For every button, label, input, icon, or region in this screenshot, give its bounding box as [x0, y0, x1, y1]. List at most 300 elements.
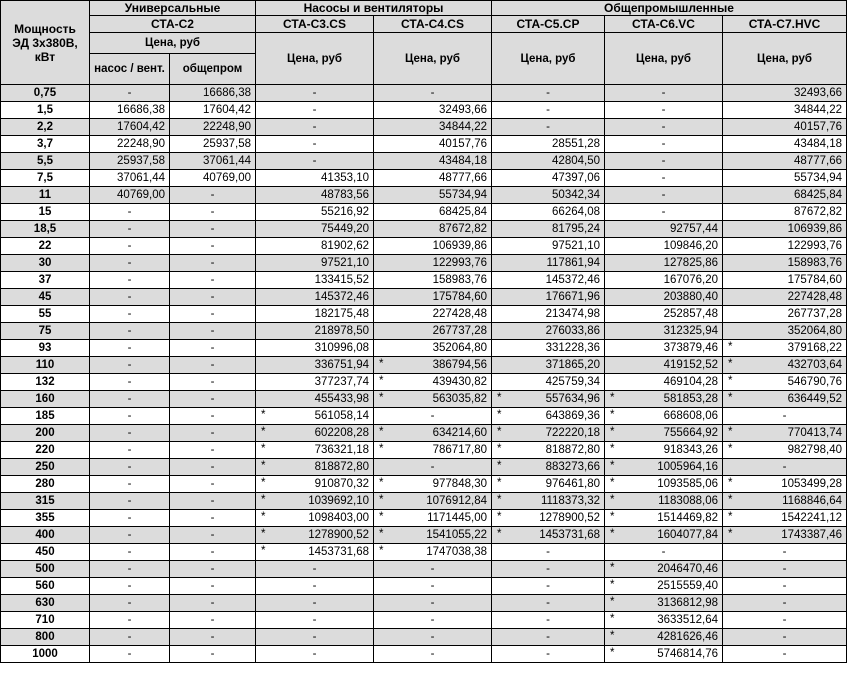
price-cell: [723, 510, 847, 527]
price-value: 4281626,46: [657, 630, 718, 643]
empty-cell: -: [256, 578, 374, 595]
power-cell: 22: [1, 238, 90, 255]
price-cell: [492, 476, 605, 493]
asterisk-mark: *: [261, 426, 266, 438]
price-cell: [723, 425, 847, 442]
price-cell: 87672,82: [723, 204, 847, 221]
empty-cell: -: [170, 476, 256, 493]
price-cell: [256, 510, 374, 527]
price-cell: 43484,18: [374, 153, 492, 170]
price-value: 910870,32: [314, 477, 369, 490]
asterisk-mark: *: [497, 443, 502, 455]
price-value: 770413,74: [787, 426, 842, 439]
price-value: 918343,26: [663, 443, 718, 456]
asterisk-mark: *: [728, 392, 733, 404]
price-value: 1278900,52: [308, 528, 369, 541]
price-cell: 377237,74: [256, 374, 374, 391]
empty-cell: -: [90, 510, 170, 527]
price-cell: 213474,98: [492, 306, 605, 323]
empty-cell: -: [170, 340, 256, 357]
price-value: 557634,96: [545, 392, 600, 405]
table-row: [1, 544, 847, 561]
price-cell: 109846,20: [605, 238, 723, 255]
power-cell: 560: [1, 578, 90, 595]
empty-cell: -: [170, 595, 256, 612]
asterisk-mark: *: [497, 511, 502, 523]
asterisk-mark: *: [379, 375, 384, 387]
price-value: 1453731,68: [308, 545, 369, 558]
price-cell: 37061,44: [90, 170, 170, 187]
empty-cell: -: [256, 646, 374, 663]
power-cell: 110: [1, 357, 90, 374]
empty-cell: -: [605, 170, 723, 187]
price-value: 3633512,64: [657, 613, 718, 626]
asterisk-mark: *: [379, 528, 384, 540]
power-cell: 132: [1, 374, 90, 391]
price-header: Цена, руб: [374, 33, 492, 85]
asterisk-mark: *: [728, 375, 733, 387]
price-value: 1005964,16: [657, 460, 718, 473]
price-cell: [605, 493, 723, 510]
power-cell: 1,5: [1, 102, 90, 119]
price-cell: 75449,20: [256, 221, 374, 238]
price-cell: 182175,48: [256, 306, 374, 323]
price-cell: 145372,46: [492, 272, 605, 289]
price-value: 634214,60: [432, 426, 487, 439]
empty-cell: -: [170, 442, 256, 459]
empty-cell: -: [90, 340, 170, 357]
empty-cell: -: [256, 612, 374, 629]
price-cell: 25937,58: [170, 136, 256, 153]
empty-cell: -: [90, 391, 170, 408]
model-header: СТА-С3.CS: [256, 16, 374, 33]
empty-cell: -: [723, 629, 847, 646]
asterisk-mark: *: [610, 613, 615, 625]
empty-cell: -: [492, 85, 605, 102]
table-row: [1, 170, 847, 187]
table-row: [1, 493, 847, 510]
price-cell: [605, 425, 723, 442]
asterisk-mark: *: [610, 443, 615, 455]
empty-cell: -: [90, 323, 170, 340]
price-cell: 352064,80: [374, 340, 492, 357]
price-value: 1098403,00: [308, 511, 369, 524]
price-cell: [256, 527, 374, 544]
price-cell: [605, 629, 723, 646]
group-pumps-fans: Насосы и вентиляторы: [256, 1, 492, 16]
price-cell: [605, 561, 723, 578]
price-cell: [256, 476, 374, 493]
empty-cell: -: [90, 425, 170, 442]
price-header: Цена, руб: [256, 33, 374, 85]
asterisk-mark: *: [379, 392, 384, 404]
price-cell: 34844,22: [374, 119, 492, 136]
price-cell: 34844,22: [723, 102, 847, 119]
asterisk-mark: *: [728, 341, 733, 353]
price-value: 636449,52: [787, 392, 842, 405]
price-cell: [374, 425, 492, 442]
empty-cell: -: [170, 408, 256, 425]
empty-cell: -: [90, 612, 170, 629]
power-cell: 185: [1, 408, 90, 425]
power-cell: 37: [1, 272, 90, 289]
price-cell: [374, 442, 492, 459]
table-row: [1, 612, 847, 629]
empty-cell: -: [605, 119, 723, 136]
price-cell: [723, 374, 847, 391]
price-value: 1747038,38: [426, 545, 487, 558]
price-cell: 158983,76: [374, 272, 492, 289]
empty-cell: -: [492, 629, 605, 646]
price-cell: [605, 578, 723, 595]
empty-cell: -: [170, 646, 256, 663]
price-cell: 81902,62: [256, 238, 374, 255]
asterisk-mark: *: [261, 545, 266, 557]
price-cell: 68425,84: [374, 204, 492, 221]
price-cell: 17604,42: [170, 102, 256, 119]
price-cell: 336751,94: [256, 357, 374, 374]
asterisk-mark: *: [610, 426, 615, 438]
empty-cell: -: [723, 544, 847, 561]
table-row: [1, 153, 847, 170]
price-cell: 48777,66: [723, 153, 847, 170]
price-cell: [605, 612, 723, 629]
power-cell: 710: [1, 612, 90, 629]
empty-cell: -: [170, 187, 256, 204]
empty-cell: -: [170, 255, 256, 272]
price-value: 1541055,22: [426, 528, 487, 541]
table-row: [1, 527, 847, 544]
empty-cell: -: [90, 629, 170, 646]
price-header: Цена, руб: [605, 33, 723, 85]
power-cell: 2,2: [1, 119, 90, 136]
price-value: 602208,28: [314, 426, 369, 439]
empty-cell: -: [256, 102, 374, 119]
table-row: [1, 459, 847, 476]
asterisk-mark: *: [379, 511, 384, 523]
price-cell: [605, 442, 723, 459]
empty-cell: -: [170, 527, 256, 544]
table-row: [1, 561, 847, 578]
price-cell: [256, 442, 374, 459]
price-value: 1168846,64: [782, 494, 842, 507]
price-value: 1542241,12: [781, 511, 842, 524]
asterisk-mark: *: [610, 579, 615, 591]
price-cell: 97521,10: [492, 238, 605, 255]
price-value: 976461,80: [545, 477, 600, 490]
price-value: 1053499,28: [781, 477, 842, 490]
price-cell: [256, 425, 374, 442]
table-row: [1, 102, 847, 119]
price-value: 643869,36: [545, 409, 600, 422]
empty-cell: -: [90, 374, 170, 391]
price-cell: 310996,08: [256, 340, 374, 357]
empty-cell: -: [90, 357, 170, 374]
empty-cell: -: [374, 85, 492, 102]
empty-cell: -: [605, 136, 723, 153]
asterisk-mark: *: [728, 426, 733, 438]
empty-cell: -: [170, 459, 256, 476]
price-cell: [492, 408, 605, 425]
price-cell: [723, 340, 847, 357]
empty-cell: -: [374, 408, 492, 425]
price-cell: 469104,28: [605, 374, 723, 391]
price-cell: 203880,40: [605, 289, 723, 306]
price-value: 1604077,84: [657, 528, 718, 541]
empty-cell: -: [723, 612, 847, 629]
power-cell: 1000: [1, 646, 90, 663]
price-value: 722220,18: [545, 426, 600, 439]
empty-cell: -: [90, 204, 170, 221]
table-row: [1, 238, 847, 255]
table-row: [1, 476, 847, 493]
price-cell: 455433,98: [256, 391, 374, 408]
empty-cell: -: [90, 578, 170, 595]
model-header: СТА-С6.VC: [605, 16, 723, 33]
price-cell: [374, 357, 492, 374]
power-cell: 280: [1, 476, 90, 493]
price-cell: [605, 459, 723, 476]
price-cell: 158983,76: [723, 255, 847, 272]
asterisk-mark: *: [379, 545, 384, 557]
price-value: 977848,30: [432, 477, 487, 490]
price-value: 755664,92: [663, 426, 718, 439]
empty-cell: -: [723, 595, 847, 612]
power-cell: 3,7: [1, 136, 90, 153]
empty-cell: -: [90, 85, 170, 102]
power-cell: 250: [1, 459, 90, 476]
empty-cell: -: [170, 272, 256, 289]
empty-cell: -: [90, 408, 170, 425]
empty-cell: -: [90, 272, 170, 289]
price-cell: 22248,90: [90, 136, 170, 153]
price-cell: [723, 357, 847, 374]
price-cell: [492, 425, 605, 442]
price-cell: [723, 493, 847, 510]
model-header: СТА-С2: [90, 16, 256, 33]
table-row: [1, 323, 847, 340]
power-cell: 355: [1, 510, 90, 527]
price-value: 1039692,10: [308, 494, 369, 507]
table-row: [1, 595, 847, 612]
price-value: 2515559,40: [657, 579, 718, 592]
price-cell: [723, 527, 847, 544]
sub-header-pump: насос / вент.: [90, 54, 170, 85]
asterisk-mark: *: [261, 477, 266, 489]
empty-cell: -: [90, 255, 170, 272]
price-cell: 122993,76: [374, 255, 492, 272]
price-cell: 218978,50: [256, 323, 374, 340]
asterisk-mark: *: [497, 460, 502, 472]
price-cell: 48783,56: [256, 187, 374, 204]
price-value: 736321,18: [314, 443, 369, 456]
table-row: [1, 357, 847, 374]
price-cell: 267737,28: [374, 323, 492, 340]
asterisk-mark: *: [379, 443, 384, 455]
asterisk-mark: *: [728, 494, 733, 506]
price-cell: 97521,10: [256, 255, 374, 272]
price-cell: 41353,10: [256, 170, 374, 187]
empty-cell: -: [90, 544, 170, 561]
price-value: 386794,56: [432, 358, 487, 371]
price-cell: [374, 374, 492, 391]
asterisk-mark: *: [379, 494, 384, 506]
empty-cell: -: [256, 629, 374, 646]
table-row: [1, 187, 847, 204]
price-cell: 133415,52: [256, 272, 374, 289]
empty-cell: -: [605, 85, 723, 102]
price-cell: [256, 459, 374, 476]
price-cell: 227428,48: [374, 306, 492, 323]
price-cell: [605, 476, 723, 493]
asterisk-mark: *: [728, 477, 733, 489]
empty-cell: -: [170, 306, 256, 323]
price-cell: 312325,94: [605, 323, 723, 340]
empty-cell: -: [170, 323, 256, 340]
empty-cell: -: [374, 629, 492, 646]
price-cell: 127825,86: [605, 255, 723, 272]
asterisk-mark: *: [379, 358, 384, 370]
price-cell: 28551,28: [492, 136, 605, 153]
price-value: 1093585,06: [657, 477, 718, 490]
asterisk-mark: *: [610, 477, 615, 489]
price-value: 982798,40: [787, 443, 842, 456]
table-row: [1, 221, 847, 238]
price-cell: 252857,48: [605, 306, 723, 323]
empty-cell: -: [605, 544, 723, 561]
price-value: 5746814,76: [657, 647, 718, 660]
asterisk-mark: *: [261, 494, 266, 506]
empty-cell: -: [374, 595, 492, 612]
power-header: Мощность ЭД 3х380В, кВт: [1, 1, 90, 85]
price-cell: [374, 510, 492, 527]
price-cell: [492, 510, 605, 527]
price-value: 581853,28: [663, 392, 718, 405]
empty-cell: -: [605, 204, 723, 221]
price-cell: 55734,94: [374, 187, 492, 204]
price-value: 563035,82: [432, 392, 487, 405]
price-value: 379168,22: [787, 341, 842, 354]
price-cell: 371865,20: [492, 357, 605, 374]
price-value: 1743387,46: [781, 528, 842, 541]
table-row: [1, 272, 847, 289]
empty-cell: -: [170, 221, 256, 238]
power-cell: 5,5: [1, 153, 90, 170]
price-cell: [374, 391, 492, 408]
price-cell: 32493,66: [374, 102, 492, 119]
empty-cell: -: [492, 102, 605, 119]
table-row: [1, 340, 847, 357]
empty-cell: -: [90, 527, 170, 544]
table-row: [1, 374, 847, 391]
price-cell: [605, 510, 723, 527]
price-value: 546790,76: [787, 375, 842, 388]
empty-cell: -: [90, 476, 170, 493]
price-cell: 167076,20: [605, 272, 723, 289]
empty-cell: -: [374, 459, 492, 476]
power-cell: 30: [1, 255, 90, 272]
asterisk-mark: *: [728, 443, 733, 455]
price-cell: [723, 442, 847, 459]
price-value: 1076912,84: [426, 494, 487, 507]
table-row: [1, 136, 847, 153]
price-value: 3136812,98: [657, 596, 718, 609]
asterisk-mark: *: [261, 528, 266, 540]
empty-cell: -: [90, 442, 170, 459]
asterisk-mark: *: [497, 528, 502, 540]
empty-cell: -: [492, 544, 605, 561]
price-cell: 331228,36: [492, 340, 605, 357]
asterisk-mark: *: [728, 511, 733, 523]
power-cell: 55: [1, 306, 90, 323]
price-cell: 22248,90: [170, 119, 256, 136]
price-cell: 16686,38: [170, 85, 256, 102]
empty-cell: -: [90, 306, 170, 323]
price-cell: 42804,50: [492, 153, 605, 170]
price-cell: [374, 476, 492, 493]
table-row: [1, 510, 847, 527]
asterisk-mark: *: [497, 477, 502, 489]
sub-header-general: общепром: [170, 54, 256, 85]
asterisk-mark: *: [261, 409, 266, 421]
asterisk-mark: *: [610, 409, 615, 421]
empty-cell: -: [170, 238, 256, 255]
table-row: [1, 255, 847, 272]
price-cell: [723, 476, 847, 493]
empty-cell: -: [374, 612, 492, 629]
price-cell: [605, 391, 723, 408]
price-cell: 40769,00: [90, 187, 170, 204]
power-cell: 15: [1, 204, 90, 221]
table-body: [1, 85, 847, 663]
price-cell: [605, 646, 723, 663]
power-cell: 45: [1, 289, 90, 306]
empty-cell: -: [170, 289, 256, 306]
asterisk-mark: *: [610, 494, 615, 506]
price-header: Цена, руб: [492, 33, 605, 85]
price-cell: 145372,46: [256, 289, 374, 306]
empty-cell: -: [374, 646, 492, 663]
price-value: 1514469,82: [657, 511, 718, 524]
price-cell: 425759,34: [492, 374, 605, 391]
price-value: 883273,66: [545, 460, 600, 473]
empty-cell: -: [492, 119, 605, 136]
asterisk-mark: *: [610, 511, 615, 523]
empty-cell: -: [723, 408, 847, 425]
empty-cell: -: [90, 493, 170, 510]
empty-cell: -: [723, 459, 847, 476]
model-header: СТА-С7.HVC: [723, 16, 847, 33]
table-row: [1, 204, 847, 221]
table-row: [1, 646, 847, 663]
power-cell: 7,5: [1, 170, 90, 187]
price-cell: [492, 391, 605, 408]
asterisk-mark: *: [610, 460, 615, 472]
empty-cell: -: [170, 629, 256, 646]
table-row: [1, 578, 847, 595]
group-general-industrial: Общепромышленные: [492, 1, 847, 16]
empty-cell: -: [170, 612, 256, 629]
price-cell: [374, 527, 492, 544]
empty-cell: -: [170, 374, 256, 391]
empty-cell: -: [256, 595, 374, 612]
price-cell: [492, 493, 605, 510]
price-cell: [723, 391, 847, 408]
asterisk-mark: *: [610, 562, 615, 574]
power-cell: 630: [1, 595, 90, 612]
table-row: [1, 289, 847, 306]
table-row: [1, 442, 847, 459]
